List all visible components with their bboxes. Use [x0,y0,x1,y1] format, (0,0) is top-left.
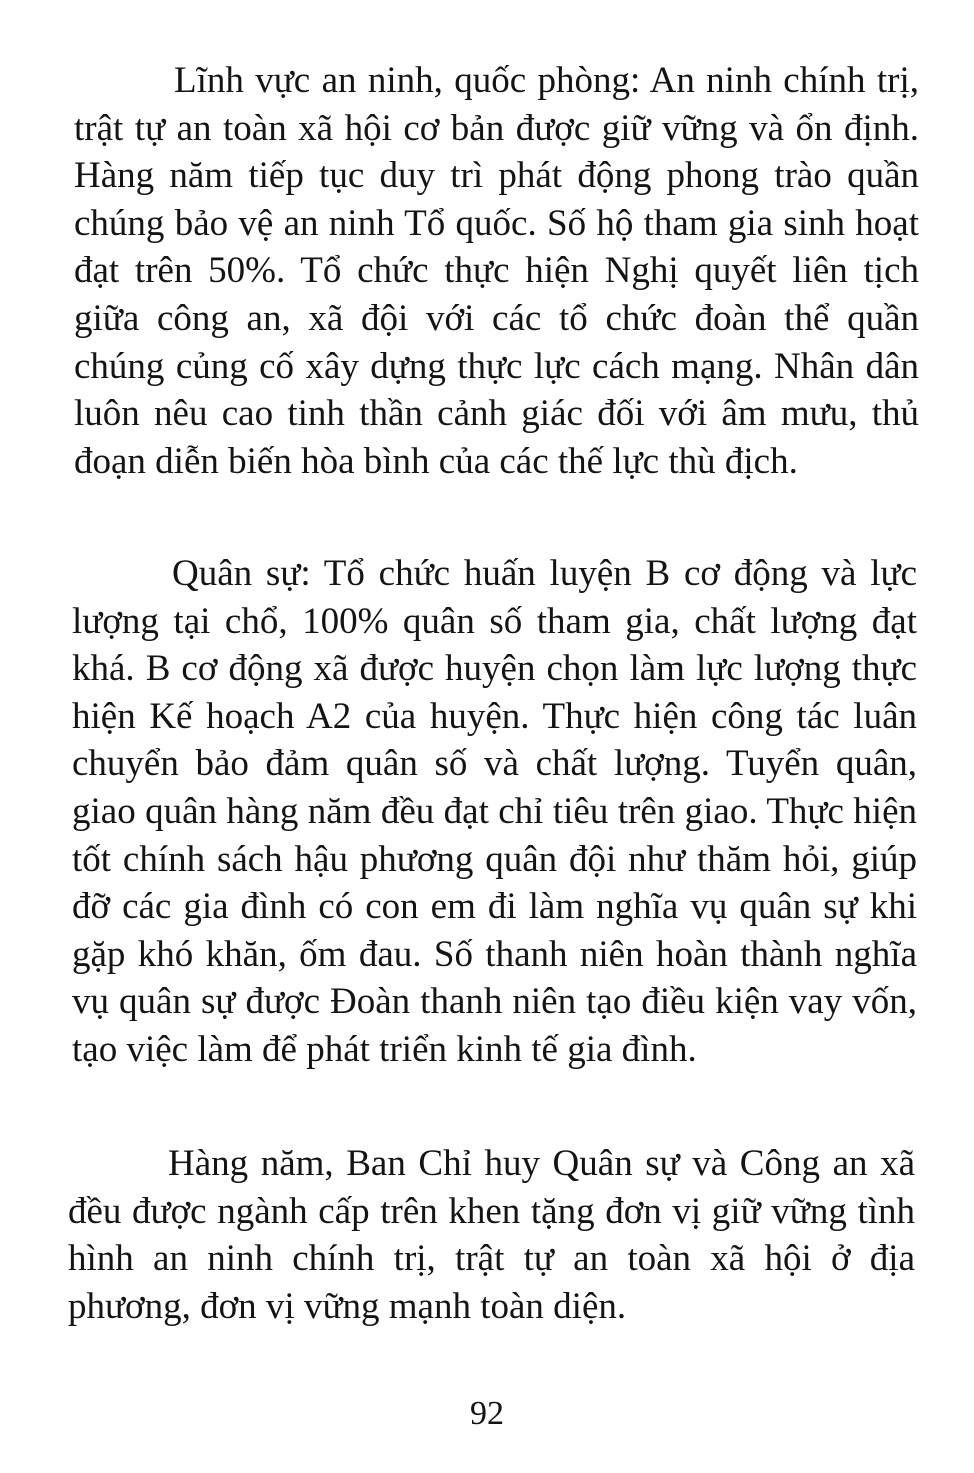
paragraph-military: Quân sự: Tổ chức huấn luyện B cơ động và lực lượng tại chổ, 100% quân số tham gia, chất lượng đạt khá. B cơ động xã được huyện chọn làm lực lượng thực hiện Kế hoạch A2 của huyện. Thực hiện công tác luân chuyển bảo đảm quân số và chất lượng. Tuyển quân, giao quân hàng năm đều đạt chỉ tiêu trên giao. Thực hiện tốt chính sách hậu phương quân đội như thăm hỏi, giúp đỡ các gia đình có con em đi làm nghĩa vụ quân sự khi gặp khó khăn, ốm đau. Số thanh niên hoàn thành nghĩa vụ quân sự được Đoàn thanh niên tạo điều kiện vay vốn, tạo việc làm để phát triển kinh tế gia đình. [72,553,917,1070]
page-number: 92 [470,1395,504,1432]
paragraph-annual-commendation: Hàng năm, Ban Chỉ huy Quân sự và Công an xã đều được ngành cấp trên khen tặng đơn vị giữ vững tình hình an ninh chính trị, trật tự an toàn xã hội ở địa phương, đơn vị vững mạnh toàn diện. [68,1143,915,1327]
paragraph-security-defense: Lĩnh vực an ninh, quốc phòng: An ninh chính trị, trật tự an toàn xã hội cơ bản được giữ vững và ổn định. Hàng năm tiếp tục duy trì phát động phong trào quần chúng bảo vệ an ninh Tổ quốc. Số hộ tham gia sinh hoạt đạt trên 50%. Tổ chức thực hiện Nghị quyết liên tịch giữa công an, xã đội với các tổ chức đoàn thể quần chúng củng cố xây dựng thực lực cách mạng. Nhân dân luôn nêu cao tinh thần cảnh giác đối với âm mưu, thủ đoạn diễn biến hòa bình của các thế lực thù địch. [74,60,919,482]
